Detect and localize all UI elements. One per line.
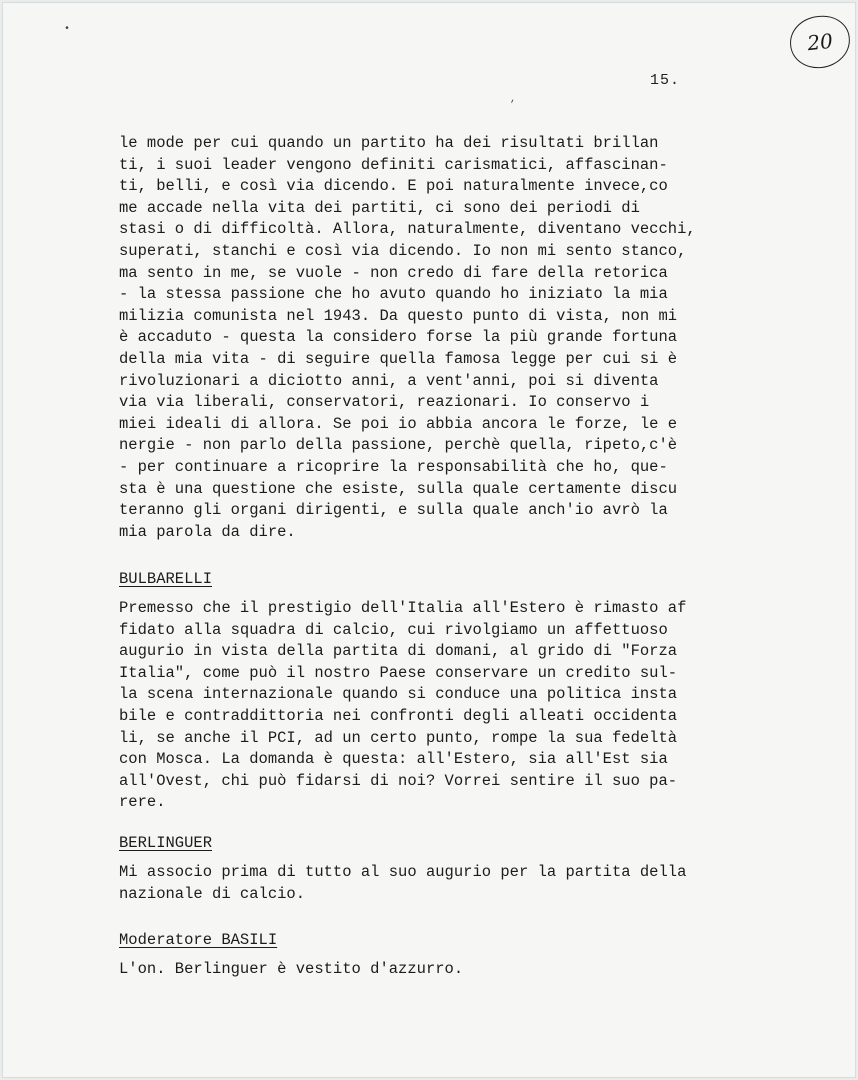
speaker-bulbarelli: BULBARELLI bbox=[119, 570, 213, 588]
paragraph-answer-continuation: le mode per cui quando un partito ha dei risultati brillan ti, i suoi leader vengono definiti carismatici, affascinan- ti, belli, e così via dicendo. E poi naturalmente invece,co me accade nella vita dei partiti, ci sono dei periodi di stasi o di difficoltà. Allora, naturalmente, diventano vecchi, superati, stanchi e così via dicendo. Io non mi sento stanco, ma sento in me, se vuole - non credo di fare della retorica - la stessa passione che ho avuto quando ho iniziato la mia milizia comunista nel 1943. Da questo punto di vista, non mi è accaduto - questa la considero forse la più grande fortuna della mia vita - di seguire quella famosa legge per cui si è rivoluzionari a diciotto anni, a vent'anni, poi si diventa via via liberali, conservatori, reazionari. Io conservo i miei ideali di allora. Se poi io abbia ancora le forze, le e nergie - non parlo della passione, perchè quella, ripeto,c'è - per continuare a ricoprire la responsabilità che ho, que- sta è una questione che esiste, sulla quale certamente discu teranno gli organi dirigenti, e sulla quale anch'io avrò la mia parola da dire. bbox=[119, 134, 696, 541]
scan-speck: • bbox=[64, 24, 71, 35]
paragraph-moderator-remark: L'on. Berlinguer è vestito d'azzurro. bbox=[119, 960, 464, 978]
paragraph-bulbarelli-question: Premesso che il prestigio dell'Italia all'Estero è rimasto af fidato alla squadra di calcio, cui rivolgiamo un affettuoso augurio in vista della partita di domani, al grido di "Forza Italia", come può il nostro Paese conservare un credito sul- la scena internazionale quando si conduce una politica insta bile e contraddittoria nei confronti degli alleati occidenta li, se anche il PCI, ad un certo punto, rompe la sua fedeltà con Mosca. La domanda è questa: all'Estero, sia all'Est sia all'Ovest, chi può fidarsi di noi? Vorrei sentire il suo pa- rere. bbox=[119, 599, 687, 812]
page-number: 15. bbox=[650, 72, 681, 89]
speaker-berlinguer: BERLINGUER bbox=[119, 834, 213, 852]
speaker-moderator-basili: Moderatore BASILI bbox=[119, 931, 278, 949]
scan-speck: , bbox=[510, 94, 517, 105]
handwritten-page-annotation bbox=[787, 13, 852, 71]
paragraph-berlinguer-answer: Mi associo prima di tutto al suo augurio per la partita della nazionale di calcio. bbox=[119, 863, 687, 903]
document-page bbox=[2, 2, 856, 1078]
annotation-number: 20 bbox=[806, 28, 834, 56]
